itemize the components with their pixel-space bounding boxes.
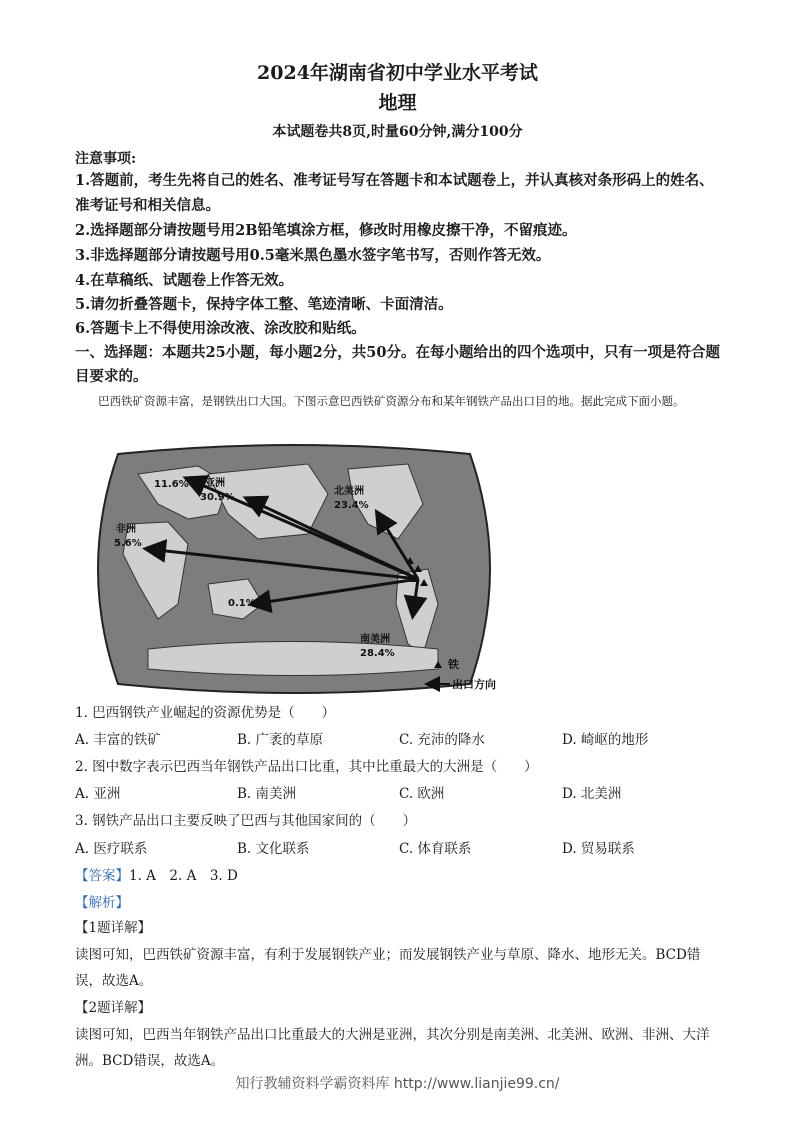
note-item: 1.答题前，考生先将自己的姓名、准考证号写在答题卡和本试题卷上，并认真核对条形码上的姓名、准考证号和相关信息。 xyxy=(75,172,714,214)
question-option: D. 北美洲 xyxy=(562,786,622,802)
oceania-pct: 0.1% xyxy=(228,598,256,609)
answer-tag: 【答案】 xyxy=(75,868,129,884)
north-america-pct: 23.4% xyxy=(334,500,369,511)
question-option: C. 体育联系 xyxy=(399,841,472,857)
section-title: 一、选择题：本题共25小题，每小题2分，共50分。在每小题给出的四个选项中，只有一项是符合题目要求的。 xyxy=(75,344,720,385)
detail-text: 读图可知，巴西当年钢铁产品出口比重最大的大洲是亚洲，其次分别是南美洲、北美洲、欧洲、非洲、大洋洲。BCD错误，故选A。 xyxy=(75,1027,710,1069)
exam-info: 本试题卷共8页,时量60分钟,满分100分 xyxy=(272,124,523,140)
question-option: C. 充沛的降水 xyxy=(399,732,485,748)
note-item: 2.选择题部分请按题号用2B铅笔填涂方框，修改时用橡皮擦干净，不留痕迹。 xyxy=(75,222,577,239)
question-option: A. 丰富的铁矿 xyxy=(75,732,161,748)
question-option: B. 广袤的草原 xyxy=(237,732,324,748)
notes-heading: 注意事项: xyxy=(75,151,137,167)
question-option: C. 欧洲 xyxy=(399,786,445,802)
answer-line xyxy=(75,864,238,884)
north-america-label: 北美洲 xyxy=(334,486,364,497)
world-map-figure xyxy=(78,444,510,694)
question-stem: 2. 图中数字表示巴西当年钢铁产品出口比重，其中比重最大的大洲是（ ） xyxy=(75,759,538,775)
asia-pct: 30.9% xyxy=(200,492,235,503)
europe-pct: 11.6% xyxy=(154,479,189,490)
section-intro: 巴西铁矿资源丰富，是钢铁出口大国。下图示意巴西铁矿资源分布和某年钢铁产品出口目的地。据此完成下面小题。 xyxy=(98,394,685,408)
footer-watermark: 知行教辅资料学霸资料库 http://www.lianjie99.cn/ xyxy=(235,1076,560,1092)
question-option: A. 医疗联系 xyxy=(75,841,148,857)
question-option: D. 崎岖的地形 xyxy=(562,732,649,748)
legend-export: 出口方向 xyxy=(452,678,496,691)
exam-title: 2024年湖南省初中学业水平考试 xyxy=(257,62,538,84)
question-stem: 1. 巴西钢铁产业崛起的资源优势是（ ） xyxy=(75,705,336,721)
question-stem: 3. 钢铁产品出口主要反映了巴西与其他国家间的（ ） xyxy=(75,813,417,829)
detail-heading: 【1题详解】 xyxy=(75,920,152,936)
question-option: A. 亚洲 xyxy=(75,786,121,802)
question-option: D. 贸易联系 xyxy=(562,841,635,857)
africa-label: 非洲 xyxy=(116,524,136,535)
south-america-label: 南美洲 xyxy=(360,634,390,645)
detail-heading: 【2题详解】 xyxy=(75,1000,152,1016)
answer-text: 1. A 2. A 3. D xyxy=(129,868,238,884)
analysis-tag: 【解析】 xyxy=(75,895,129,911)
note-item: 3.非选择题部分请按题号用0.5毫米黑色墨水签字笔书写，否则作答无效。 xyxy=(75,247,551,264)
south-america-pct: 28.4% xyxy=(360,648,395,659)
africa-pct: 5.6% xyxy=(114,538,142,549)
detail-text: 读图可知，巴西铁矿资源丰富，有利于发展钢铁产业；而发展钢铁产业与草原、降水、地形无关。BCD错误，故选A。 xyxy=(75,947,701,989)
question-option: B. 南美洲 xyxy=(237,786,297,802)
note-item: 5.请勿折叠答题卡，保持字体工整、笔迹清晰、卡面清洁。 xyxy=(75,296,453,313)
subject-title: 地理 xyxy=(378,92,417,114)
note-item: 4.在草稿纸、试题卷上作答无效。 xyxy=(75,272,294,289)
question-option: B. 文化联系 xyxy=(237,841,310,857)
legend-iron: 铁 xyxy=(448,658,459,671)
analysis-line xyxy=(75,891,129,911)
note-item: 6.答题卡上不得使用涂改液、涂改胶和贴纸。 xyxy=(75,320,366,337)
asia-label: 亚洲 xyxy=(205,478,225,489)
